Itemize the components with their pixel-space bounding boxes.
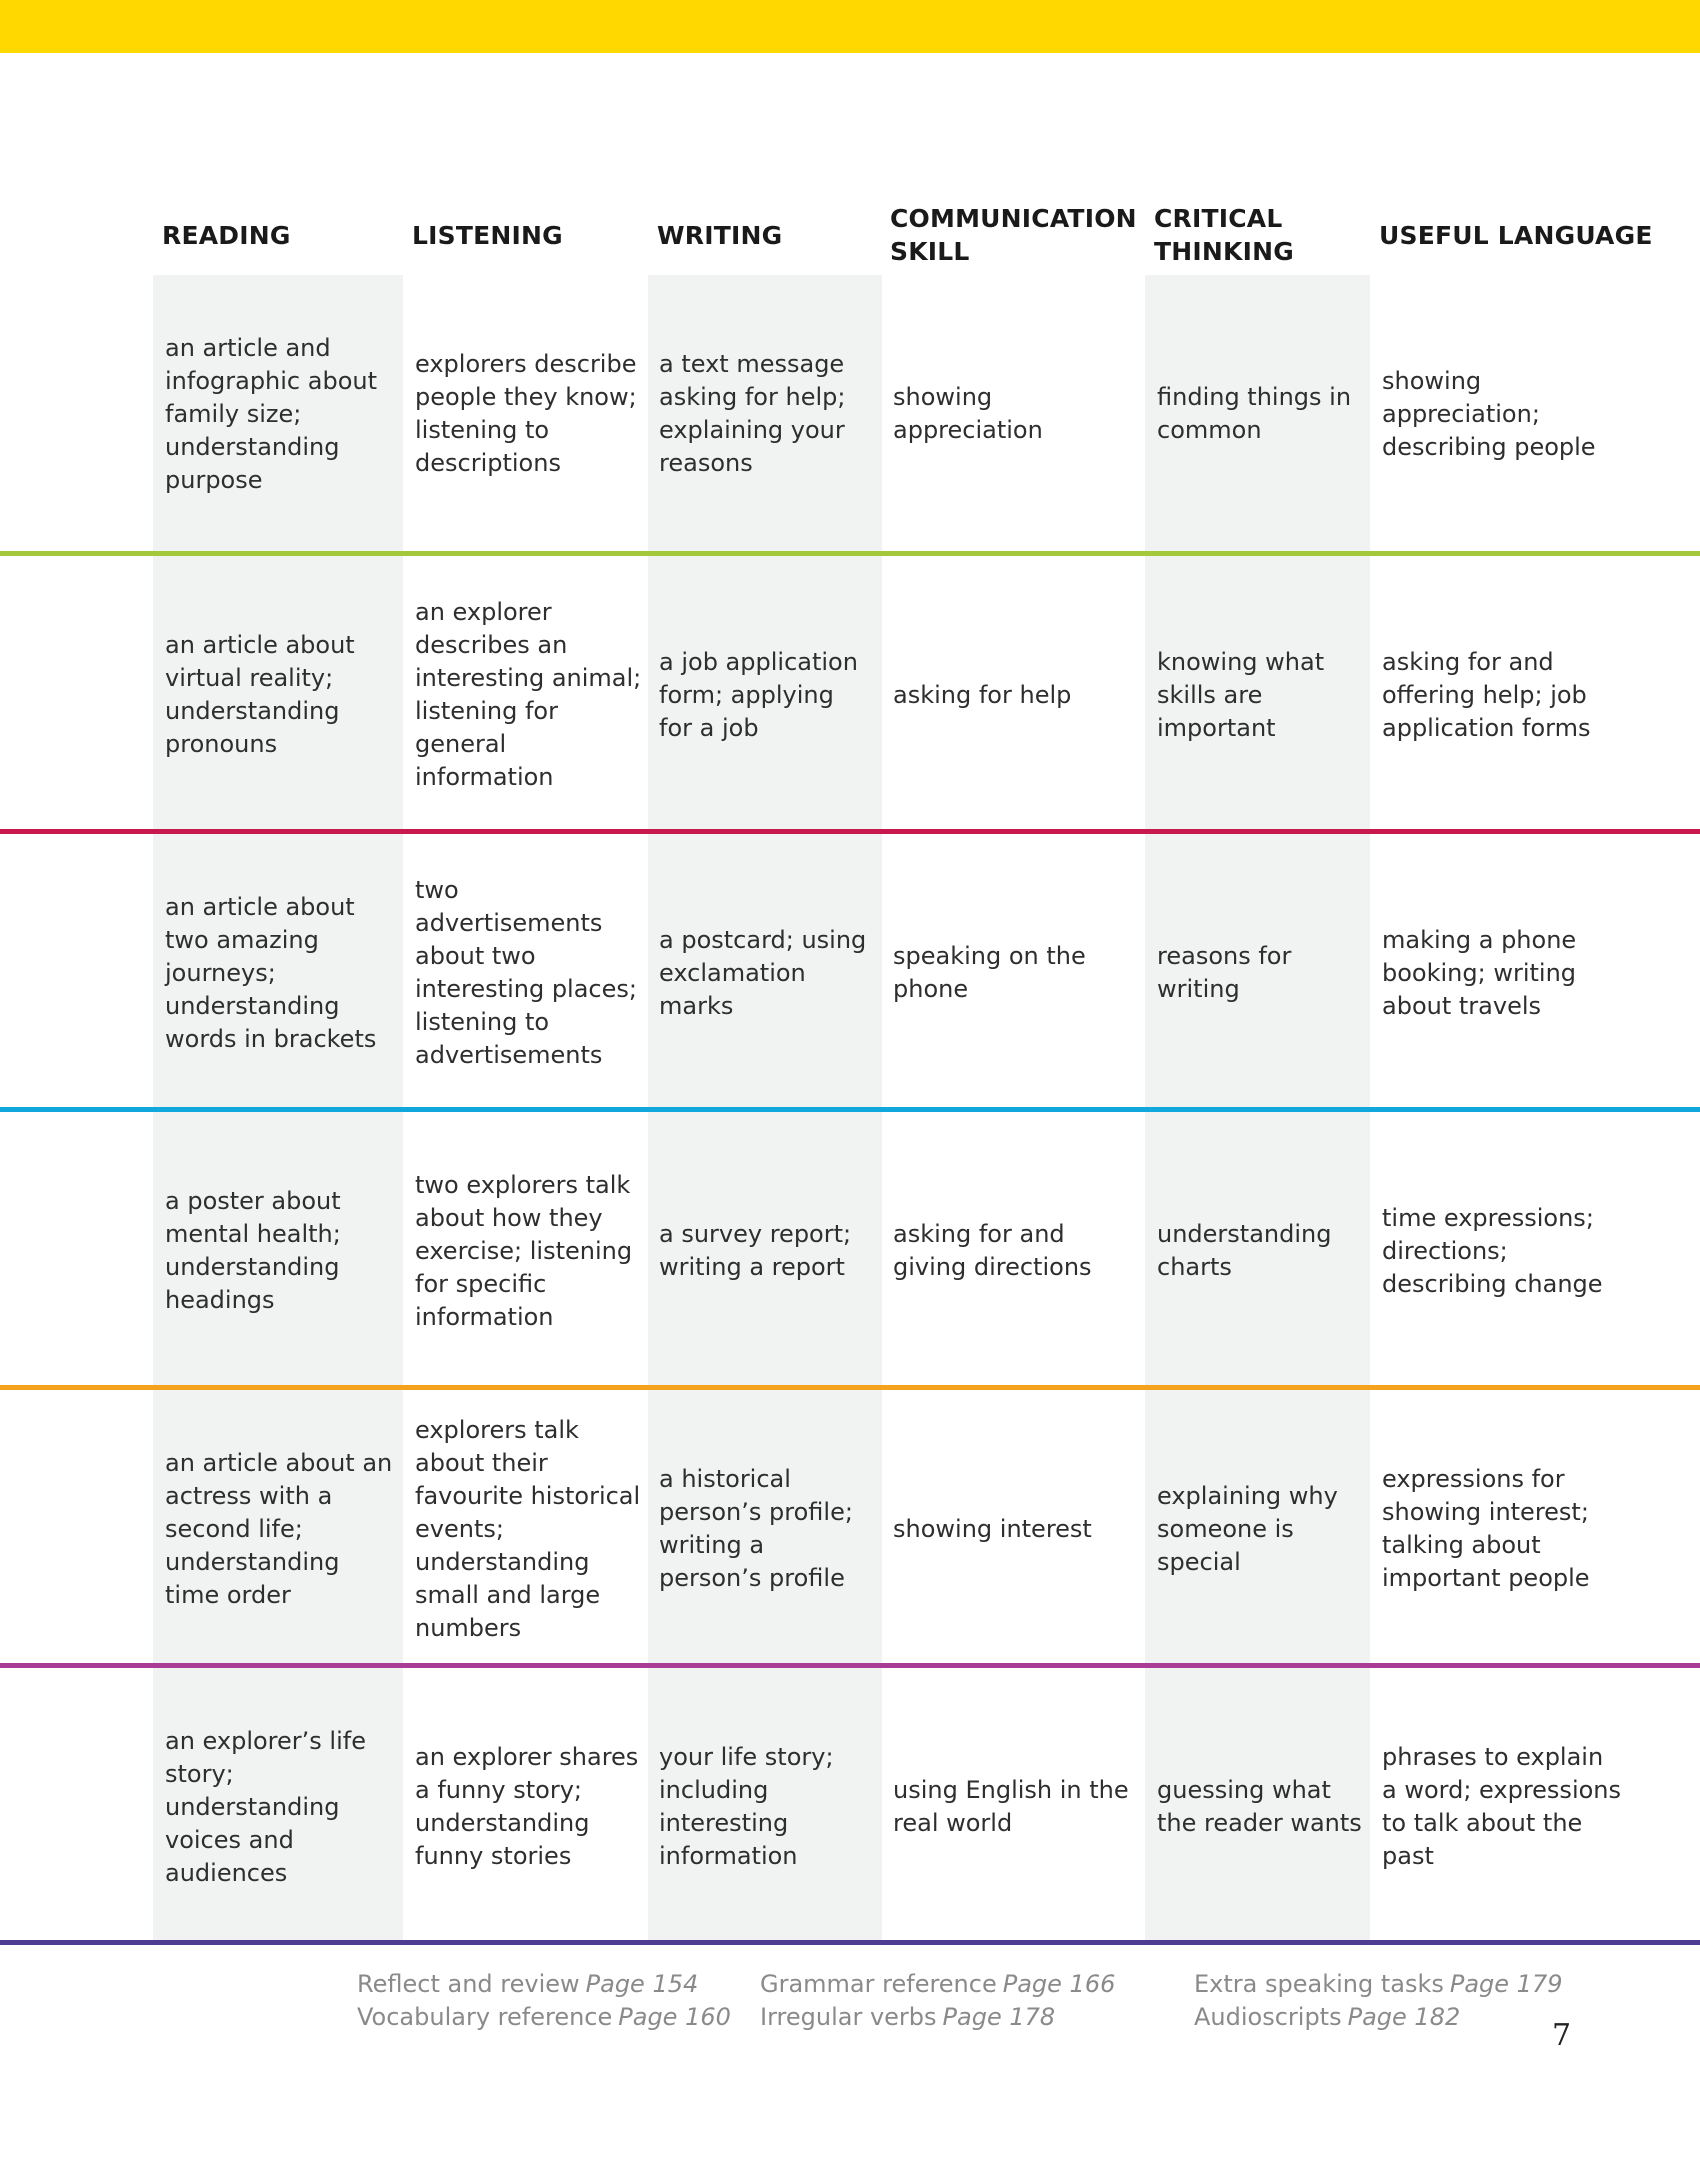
table-row (0, 275, 1700, 553)
footer-grammar-reference[interactable] (760, 1968, 1115, 2001)
header-communication-skill: COMMUNICATION SKILL (890, 204, 1137, 266)
reading-cell: an article about virtual reality; understanding pronouns (165, 631, 355, 758)
useful-language-cell: making a phone booking; writing about travels (1382, 925, 1577, 1020)
reading-cell: an explorer’s life story; understanding voices and audiences (165, 1726, 366, 1887)
writing-cell: a historical person’s profile; writing a person’s profile (659, 1465, 853, 1592)
header-writing: WRITING (657, 220, 783, 250)
useful-language-cell: time expressions; directions; describing change (1382, 1203, 1603, 1298)
footer-label: Vocabulary reference (357, 2003, 613, 2031)
row-divider (0, 1940, 1700, 1945)
reading-cell: a poster about mental health; understanding headings (165, 1187, 341, 1314)
critical-thinking-cell: reasons for writing (1157, 942, 1292, 1003)
listening-cell: two advertisements about two interesting places; listening to advertisements (415, 876, 637, 1069)
critical-thinking-cell: finding things in common (1157, 383, 1352, 444)
table-row (0, 834, 1700, 1112)
footer-label: Audioscripts (1194, 2003, 1342, 2031)
useful-language-cell: phrases to explain a word; expressions to talk about the past (1382, 1743, 1622, 1870)
communication-cell: using English in the real world (893, 1776, 1129, 1837)
footer-page: Page 160 (618, 2003, 731, 2031)
critical-thinking-cell: guessing what the reader wants (1157, 1776, 1362, 1837)
reading-cell: an article about two amazing journeys; understanding words in brackets (165, 892, 377, 1053)
page-number: 7 (1552, 2018, 1572, 2053)
critical-thinking-cell: explaining why someone is special (1157, 1481, 1338, 1576)
critical-thinking-cell: understanding charts (1157, 1220, 1332, 1281)
communication-cell: asking for help (893, 680, 1072, 709)
footer-page: Page 166 (1002, 1970, 1116, 1998)
listening-cell: an explorer describes an interesting animal; listening for general information (415, 598, 642, 791)
footer-label: Irregular verbs (760, 2003, 937, 2031)
communication-cell: showing interest (893, 1514, 1092, 1543)
header-useful-language: USEFUL LANGUAGE (1379, 220, 1653, 250)
footer-label: Extra speaking tasks (1194, 1970, 1444, 1998)
header-listening: LISTENING (412, 220, 563, 250)
footer-audioscripts[interactable] (1194, 2001, 1460, 2034)
footer-page: Page 179 (1449, 1970, 1563, 1998)
writing-cell: a survey report; writing a report (659, 1220, 852, 1281)
writing-cell: a job application form; applying for a job (659, 647, 858, 742)
footer-page: Page 154 (585, 1970, 699, 1998)
listening-cell: two explorers talk about how they exercise; listening for specific information (415, 1170, 633, 1331)
footer-reflect-review[interactable] (357, 1968, 698, 2001)
footer-vocabulary-reference[interactable] (357, 2001, 731, 2034)
critical-thinking-cell: knowing what skills are important (1157, 647, 1325, 742)
top-color-band (0, 0, 1700, 53)
writing-cell: a text message asking for help; explaining your reasons (659, 350, 846, 477)
listening-cell: explorers describe people they know; listening to descriptions (415, 350, 637, 477)
useful-language-cell: showing appreciation; describing people (1382, 366, 1596, 461)
footer-irregular-verbs[interactable] (760, 2001, 1055, 2034)
listening-cell: an explorer shares a funny story; understanding funny stories (415, 1743, 639, 1870)
header-reading: READING (162, 220, 291, 250)
communication-cell: speaking on the phone (893, 942, 1086, 1003)
reading-cell: an article about an actress with a second life; understanding time order (165, 1448, 393, 1609)
writing-cell: a postcard; using exclamation marks (659, 925, 867, 1020)
table-row (0, 1668, 1700, 1946)
footer-page: Page 178 (942, 2003, 1056, 2031)
table-row (0, 1390, 1700, 1668)
listening-cell: explorers talk about their favourite historical events; understanding small and large numbers (415, 1415, 641, 1642)
footer-label: Reflect and review (357, 1970, 580, 1998)
writing-cell: your life story; including interesting information (659, 1743, 834, 1870)
table-row (0, 556, 1700, 834)
communication-cell: asking for and giving directions (893, 1220, 1092, 1281)
footer-extra-speaking-tasks[interactable] (1194, 1968, 1562, 2001)
useful-language-cell: asking for and offering help; job application forms (1382, 647, 1591, 742)
useful-language-cell: expressions for showing interest; talking about important people (1382, 1465, 1590, 1592)
table-row (0, 1112, 1700, 1390)
reading-cell: an article and infographic about family size; understanding purpose (165, 333, 378, 494)
header-critical-thinking: CRITICAL THINKING (1154, 204, 1294, 266)
footer-label: Grammar reference (760, 1970, 997, 1998)
footer-page: Page 182 (1347, 2003, 1461, 2031)
communication-cell: showing appreciation (893, 383, 1043, 444)
